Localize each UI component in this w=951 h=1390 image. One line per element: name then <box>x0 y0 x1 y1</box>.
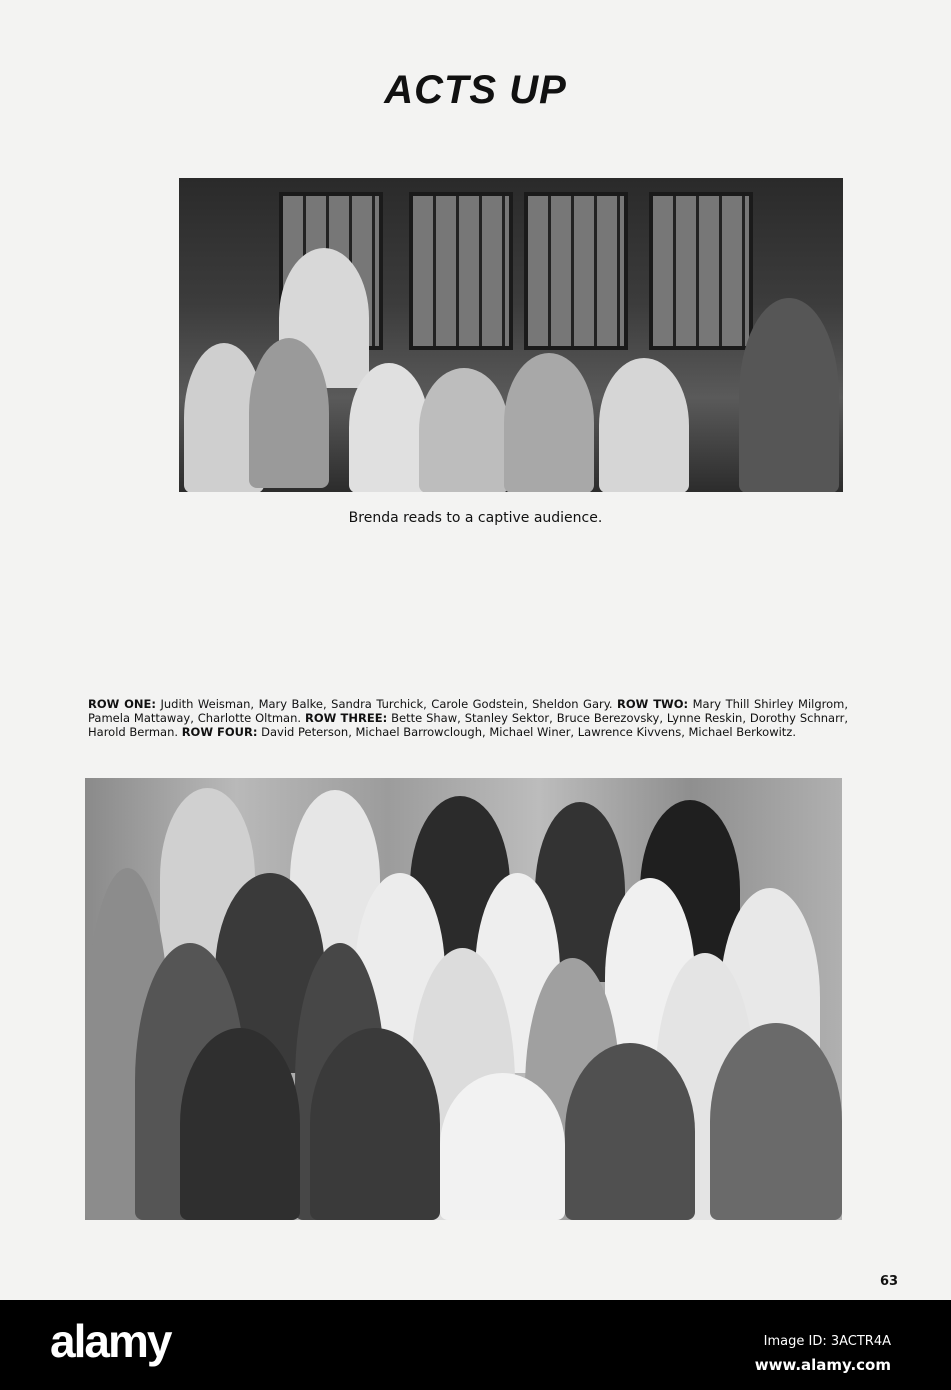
student-figure <box>710 1023 842 1220</box>
row-label: ROW ONE: <box>88 697 156 711</box>
row-label: ROW TWO: <box>617 697 689 711</box>
row-names: Mary Thill Shirley Milgrom, Pamela Mattaway, Charlotte Oltman. <box>88 697 849 725</box>
student-figure <box>440 1073 565 1220</box>
student-figure <box>249 338 329 488</box>
student-figure <box>565 1043 695 1220</box>
window <box>649 192 753 350</box>
row-names: David Peterson, Michael Barrowclough, Michael Winer, Lawrence Kivvens, Michael Berkowitz. <box>261 725 796 739</box>
student-figure <box>310 1028 440 1220</box>
student-figure <box>599 358 689 492</box>
image-id: Image ID: 3ACTR4A <box>763 1334 891 1349</box>
window <box>409 192 513 350</box>
roster-text <box>88 697 848 739</box>
teacher-figure <box>739 298 839 492</box>
row-label: ROW FOUR: <box>181 725 258 739</box>
alamy-logo: alamy <box>50 1315 171 1367</box>
student-figure <box>504 353 594 492</box>
row-names: Judith Weisman, Mary Balke, Sandra Turchick, Carole Godstein, Sheldon Gary. <box>160 697 613 711</box>
site-url: www.alamy.com <box>754 1356 891 1374</box>
student-figure <box>180 1028 300 1220</box>
page-title: ACTS UP <box>384 68 567 112</box>
watermark-footer <box>0 1300 951 1390</box>
photo-caption: Brenda reads to a captive audience. <box>348 510 603 526</box>
page-number: 63 <box>880 1274 899 1289</box>
student-figure <box>419 368 509 492</box>
classroom-photo <box>179 178 843 492</box>
student-figure <box>349 363 429 492</box>
group-photo <box>85 778 842 1220</box>
row-label: ROW THREE: <box>304 711 388 725</box>
window <box>524 192 628 350</box>
row-names: Bette Shaw, Stanley Sektor, Bruce Berezovsky, Lynne Reskin, Dorothy Schnarr, Harold Berman. <box>88 711 848 739</box>
